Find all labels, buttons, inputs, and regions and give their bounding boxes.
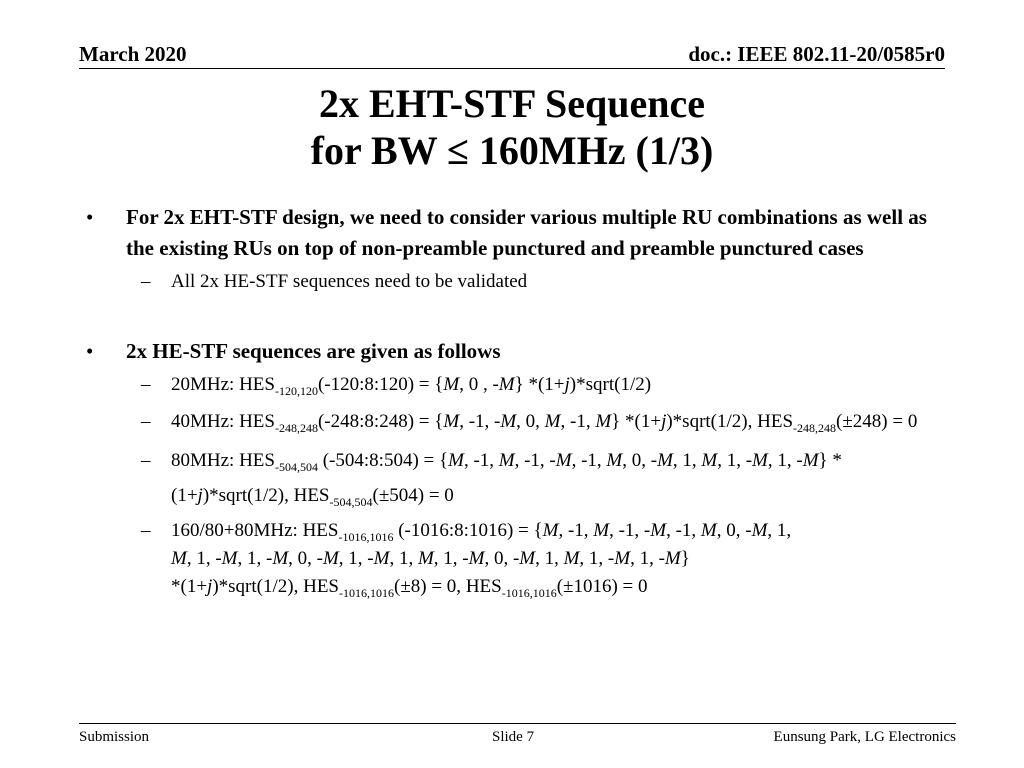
dash: – xyxy=(141,411,151,432)
footer-slide-number: Slide 7 xyxy=(492,729,535,745)
footer-rule xyxy=(79,723,956,724)
bullet-sequences-text: 2x HE-STF sequences are given as follows xyxy=(126,339,501,363)
title-line-1: 2x EHT-STF Sequence xyxy=(319,81,705,126)
title-line-2: for BW ≤ 160MHz (1/3) xyxy=(310,128,714,173)
bullet-sequences xyxy=(86,336,942,367)
dash: – xyxy=(141,520,151,541)
sub-bullet-validation xyxy=(86,266,942,298)
seq-80mhz: – 80MHz: $HES_{-504,504}$ (-504:8:504) = {M, -1, M, -1, -M, -1, M, 0, -M, 1, M, 1, -M, 1, -M} *(1+j)*sqrt(1/2), $HES_{-504,504}(\pm 504) = 0$ xyxy=(86,443,942,513)
sub-bullet-validation-text: All 2x HE-STF sequences need to be validated xyxy=(171,271,528,292)
bullet-ru-design xyxy=(86,202,942,264)
bullet-ru-design-text: For 2x EHT-STF design, we need to consider various multiple RU combinations as well as the existing RUs on top of non-preamble punctured and preamble punctured cases xyxy=(126,205,927,260)
dash: – xyxy=(141,374,151,395)
slide-content xyxy=(86,202,942,601)
dash: – xyxy=(141,450,151,471)
bullet-dot: • xyxy=(86,339,94,363)
header-rule xyxy=(79,68,945,69)
header-date: March 2020 xyxy=(79,42,187,66)
footer-author: Eunsung Park, LG Electronics xyxy=(773,729,956,745)
seq-20mhz: – 20MHz: $HES_{-120,120}(-120:8:120) = \{M$, 0 , -M} *(1+j)*sqrt(1/2) xyxy=(86,369,942,401)
footer-submission: Submission xyxy=(79,729,150,745)
bullet-dot: • xyxy=(86,205,94,229)
dash: – xyxy=(141,271,151,292)
seq-160mhz: – 160/80+80MHz: $HES_{-1016,1016}$ (-1016:8:1016) = {M, -1, M, -1, -M, -1, M, 0, -M, 1, M, 1, -M, 1, -M, 0, -M, 1, -M, 1, M, 1, -M, 0, -M, 1, M, 1, -M, 1, -M} *(1+j)*sqrt(1/2), $HES_{-1016,1016}(\pm 8) = 0$, $HES_{-1016,1016}(\pm 1016) = 0$ xyxy=(86,517,942,601)
header-doc-id: doc.: IEEE 802.11-20/0585r0 xyxy=(688,42,945,66)
seq-40mhz: – 40MHz: $HES_{-248,248}(-248:8:248) = \{M$, -1, -M, 0, M, -1, M} *(1+j)*sqrt(1/2), $HES_{-248,248}(\pm 248) = 0$ xyxy=(86,404,942,439)
slide-title xyxy=(0,80,1024,174)
